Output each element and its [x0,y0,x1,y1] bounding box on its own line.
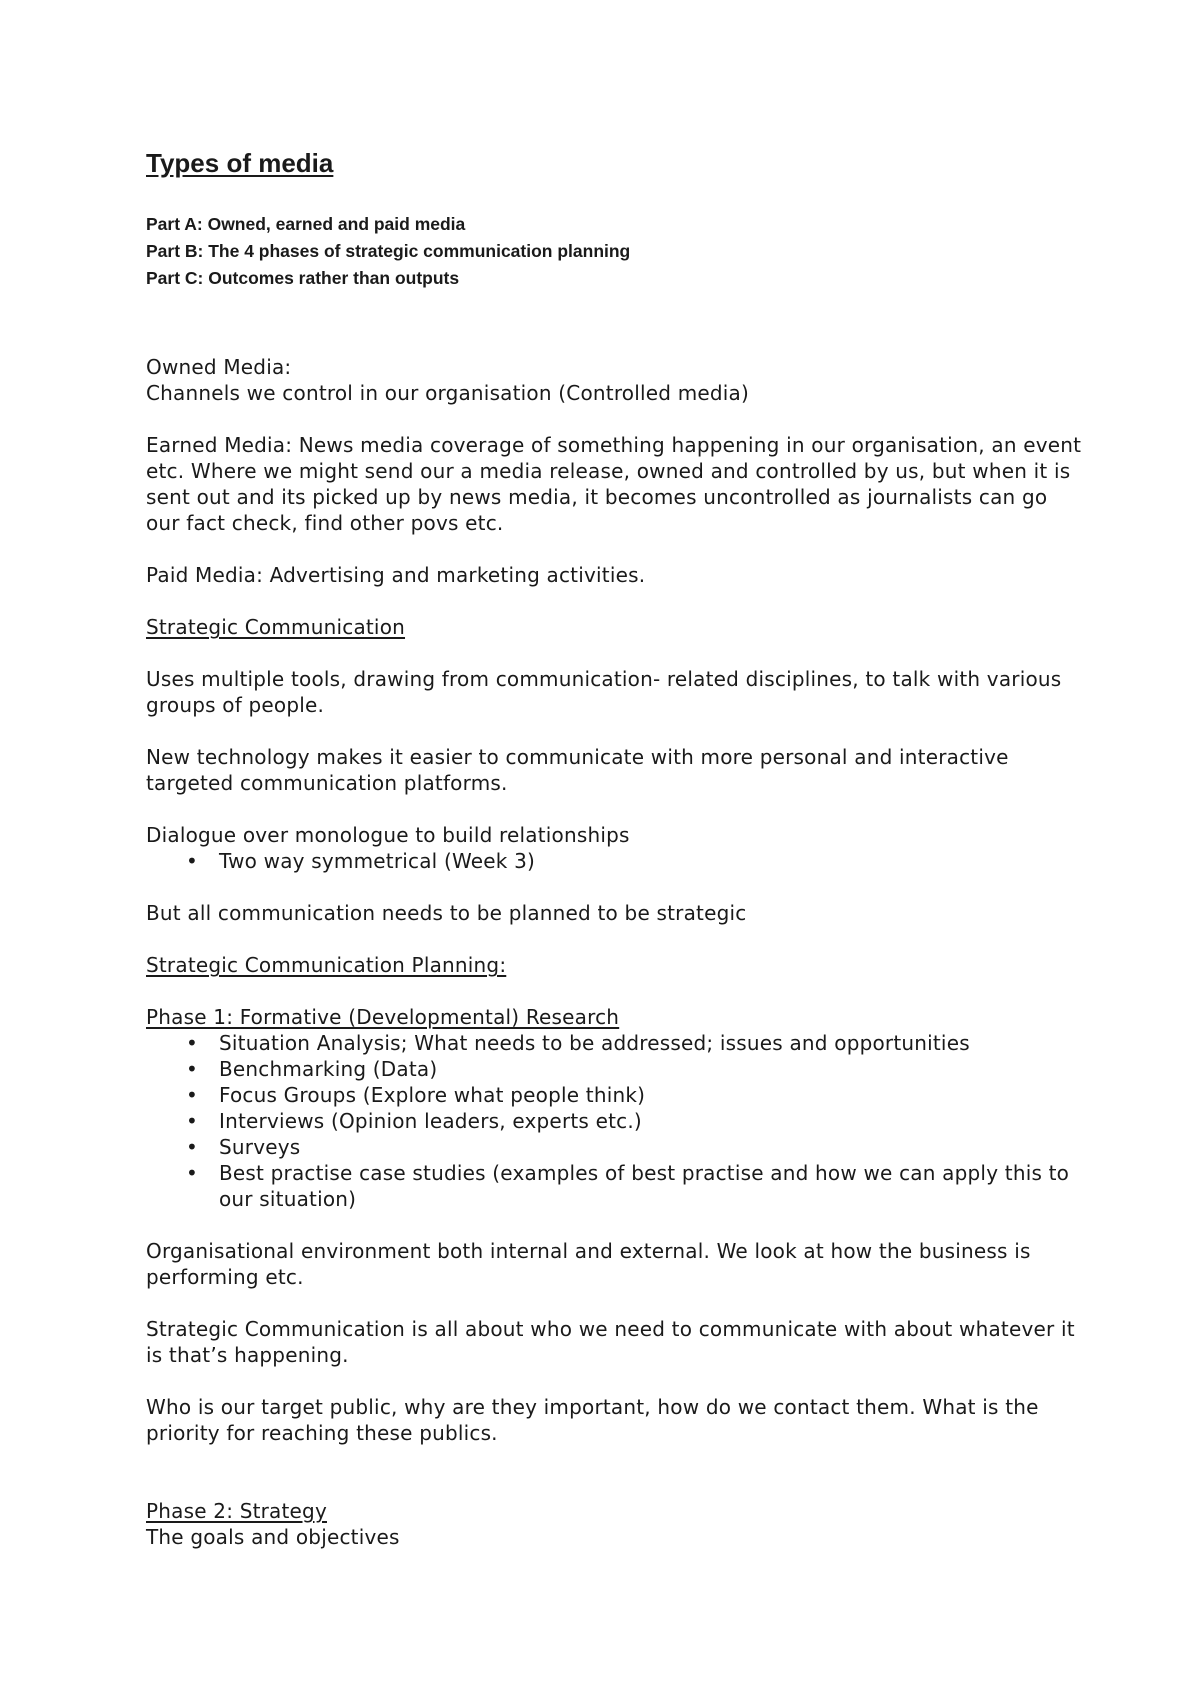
part-b-line: Part B: The 4 phases of strategic communication planning [146,241,631,261]
owned-media-heading: Owned Media: [146,355,292,379]
list-item-text: Surveys [219,1135,301,1159]
phase-2-heading: Phase 2: Strategy [146,1499,327,1523]
bullet-icon: • [186,1109,198,1133]
document-title: Types of media [146,148,334,178]
phase-2-text: The goals and objectives [146,1525,400,1549]
list-item [146,1134,1086,1160]
parts-list [146,211,1086,292]
bullet-icon: • [186,1083,198,1107]
list-item [146,1108,1086,1134]
bullet-icon: • [186,1135,198,1159]
bullet-icon: • [186,1161,198,1185]
list-item-text: Interviews (Opinion leaders, experts etc.) [219,1109,642,1133]
planning-heading: Strategic Communication Planning: [146,953,507,977]
spacer [146,1472,1086,1498]
phase-1-bullet-list [146,1030,1086,1212]
bullet-icon: • [186,1057,198,1081]
list-item-text: Situation Analysis; What needs to be addressed; issues and opportunities [219,1031,970,1055]
target-public-paragraph: Who is our target public, why are they important, how do we contact them. What is the priority for reaching these publics. [146,1395,1039,1445]
list-item [146,1056,1086,1082]
document-body [146,354,1086,1550]
organisational-environment-paragraph: Organisational environment both internal and external. We look at how the business is performing etc. [146,1239,1031,1289]
list-item [146,1160,1086,1212]
list-item-text: Focus Groups (Explore what people think) [219,1083,646,1107]
list-item-text: Best practise case studies (examples of best practise and how we can apply this to our situation) [219,1161,1070,1211]
strategic-communication-heading: Strategic Communication [146,615,406,639]
dialogue-paragraph: Dialogue over monologue to build relationships [146,823,630,847]
who-paragraph: Strategic Communication is all about who we need to communicate with about whatever it is that’s happening. [146,1317,1075,1367]
paid-media-paragraph: Paid Media: Advertising and marketing activities. [146,563,646,587]
list-item [146,1030,1086,1056]
dialogue-bullet-list [146,848,1086,874]
phase-1-heading: Phase 1: Formative (Developmental) Research [146,1005,620,1029]
bullet-icon: • [186,849,198,873]
owned-media-text: Channels we control in our organisation (Controlled media) [146,381,750,405]
document-page [146,145,1086,1550]
part-a-line: Part A: Owned, earned and paid media [146,214,466,234]
planned-paragraph: But all communication needs to be planned to be strategic [146,901,747,925]
bullet-icon: • [186,1031,198,1055]
list-item [146,848,1086,874]
uses-paragraph: Uses multiple tools, drawing from communication- related disciplines, to talk with various groups of people. [146,667,1062,717]
list-item-text: Two way symmetrical (Week 3) [219,849,536,873]
new-technology-paragraph: New technology makes it easier to communicate with more personal and interactive targeted communication platforms. [146,745,1009,795]
list-item [146,1082,1086,1108]
owned-media-paragraph [146,354,1086,406]
list-item-text: Benchmarking (Data) [219,1057,438,1081]
earned-media-paragraph: Earned Media: News media coverage of something happening in our organisation, an event etc. Where we might send our a media release, owned and controlled by us, but when it is sent out and its picked up by news media, it becomes uncontrolled as journalists can go our fact check, find other povs etc. [146,433,1082,535]
part-c-line: Part C: Outcomes rather than outputs [146,268,460,288]
